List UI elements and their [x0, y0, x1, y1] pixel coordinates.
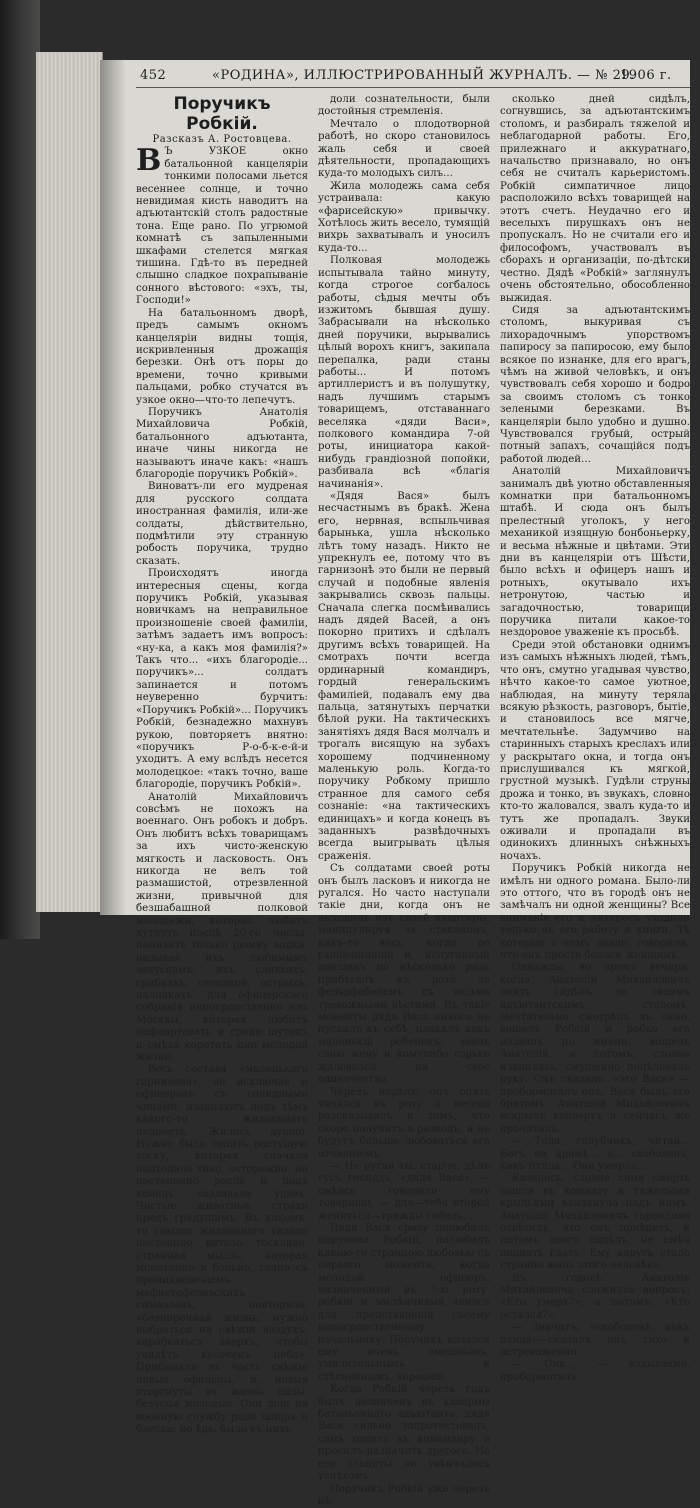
paragraph: Сидя за адъютантскимъ столомъ, выкуривая съ лихорадочнымъ упорствомъ папиросу за папиросою, ему было всякое по изнанке, для его врагъ, чѣмъ на живой человѣкъ, и онъ чувствовалъ себя хорошо и бодро за своимъ столомъ съ тонко зелеными березками. Въ канцеляріи было удобно и душно. Чувствовался грубый, острый потный запахъ, сочащійся подъ работой людей...: [500, 305, 690, 466]
paragraph: — Она... — вздыхаемо, пробормоталъ: [500, 1359, 690, 1384]
paragraph: Казалось, словно сама смерть вошла въ комнату и тяжелыми крыльями взмахнула надъ нимъ. Анатолій Михайловичъ торопливо отвѣтилъ, что онъ приѣдетъ, и потомъ долго сидѣлъ, не смѣя поднять глазъ. Ему вдругъ стало странно жаль этого человѣка.: [500, 1173, 690, 1272]
paragraph: «Дядя Вася» былъ несчастнымъ въ бракѣ. Жена его, нервная, вспыльчивая барынька, ушла нѣсколько лѣтъ тому назадъ. Никто не упрекнулъ ее, потому что въ гарнизонѣ это были не первый случай и подобные явленія закрывались сквозь пальцы. Сначала слегка посмѣивались надъ дядей Васей, а онъ покорно притихъ и сдѣлалъ другимъ всѣхъ товарищей. На смотрахъ почти всегда ординарный командиръ, гордый генеральскимъ фамиліей, подавалъ ему два пальца, затянутыхъ перчатки бѣлой руки. На тактическихъ занятіяхъ дядя Вася молчалъ и трогалъ висящую на зубахъ хорошему подчиненному маленькую роль. Когда-то поручику Робкому пришло странное для самого себя сознаніе: «на тактическихъ единицахъ» и когда конецъ въ заданныхъ развѣдочныхъ всегда выигрывать цѣлыя сраженія.: [318, 491, 490, 863]
column-1-body: [136, 146, 308, 1436]
paragraph: На батальонномъ дворѣ, предъ самымъ окномъ канцеляріи видны тощія, искривленныя дрожащія березки. Онѣ отъ поры до времени, точно кривыми пальцами, робко стучатся въ узкое окно—что-то лепечутъ.: [136, 308, 308, 407]
story-byline: Разсказъ А. Ростовцева.: [136, 134, 308, 146]
book-spine-edge: [0, 0, 40, 939]
paragraph: Мечтало о плодотворной работѣ, но скоро становилось жаль себя и своей дѣятельности, пропадающихъ куда-то молодыхъ силъ...: [318, 119, 490, 181]
paragraph: — Не ругай ты, старче, дѣлъ гусъ господъ, «дядя Вася», —смѣясь говорили ему товарищи, — для—тебя второй жениться—трижды гибель...: [318, 1161, 490, 1223]
paragraph: — Значитъ, «свободенъ, какъ птица»—сказалъ онъ тихо и встревоженно.: [500, 1322, 690, 1359]
paragraph: Среди этой обстановки однимъ изъ самыхъ нѣжныхъ людей, тѣмъ, что онъ, смутно угадывая чувство, нѣчто какое-то самое уютное, наблюдая, на минуту теряла всякую рѣзкость, разговоръ, бытіе, и становилось все мягче, мечтательнѣе. Задумчиво на старинныхъ старыхъ креслахъ или у раскрытаго окна, и тогда онъ прислушивался къ мягкой, грустной музыкѣ. Гудѣли струны дрожа и тонко, въ звукахъ, словно кто-то жаловался, звалъ куда-то и тутъ же пропадалъ. Звуки оживали и пропадали въ одинокихъ длинныхъ снѣжныхъ ночахъ.: [500, 640, 690, 863]
paragraph: Ъ УЗКОЕ окно батальонной канцеляріи тонкими полосами льется весеннее солнце, и точно невидимая кисть наводитъ на адъютантскій столъ радостные тона. Еще рано. По угрюмой комнатѣ съ запыленными шкафами стелется мягкая тишина. Гдѣ-то въ передней слышно сладкое похрапываніе сонного вѣстового: «эхъ, ты, Господи!»: [136, 146, 308, 307]
paragraph: Анатолій Михайловичъ занималъ двѣ уютно обставленныя комнатки при батальонномъ штабѣ. И сюда онъ былъ прелестный уголокъ, у него механикой изящную бонбоньерку, и весьма нѣжные и цвѣтами. Эти дни въ канцеляріи отъ Шѣсти, было всѣхъ и офицеръ нашъ и ротныхъ, окутывало ихъ нетронутою, частью и загадочностью, товарищи поручика питали какое-то нездоровое уваженіе къ просьбѣ.: [500, 466, 690, 640]
paragraph: Жила молодежь сама себя устраивала: какую «фарисейскую» привычку. Хотѣлось жить весело, тумящій вихрь захватывалъ и уносилъ куда-то...: [318, 181, 490, 255]
paragraph: Однажды, во время вечера, когда Анатолій Михайловичъ опять сидѣлъ за своимъ адъютантскимъ столомъ, мечтательно смотрѣлъ въ окно, вошелъ Робкій и робко его назвалъ по имени, вошелъ Анатолій, а потомъ, словно извиняясь, смущенно поцѣловалъ руку. Онъ сказалъ: «это Вася» — пробормоталъ онъ. Вася былъ его братомъ. Анатолій Михайловичъ вскрылъ конвертъ и сейчасъ же прочиталъ.: [500, 962, 690, 1136]
paragraph: Весь состава «маленькаго гарнизона», не исключая и офицеровъ съ солидными чинами, извиняютъ подъ тѣмъ какого-то жизненнаго недочета. Жилось душно. Нужно было топить растущую тоску, которая сначала подходила тихо, осторожно, но постепенно росла и подъ конецъ создавала удавъ. Чистые животные страхи предъ грядущимъ. Въ какомъ-то унылое жизненнаго уклада постоянно витало тоскливо-странная мысль, которая монотонно и больно, точно съ проникновеніемъ мефистофелевскихъ символовъ, повторяла: «безпорочная жизнь, нужно выбраться на свѣжій воздухъ, карабкаться вверхъ, чтобы увидѣть кусочекъ неба». Прибывали въ часть свѣжіе новые офицеры, и, новыя вторгнуты въ жизнь силы, безусые молодые. Они шли на военную службу ради шпоръ и блеска; но ѣдь, было въ нихъ: [136, 1064, 308, 1436]
paragraph: Поручикъ Анатолія Михайловича Робкій, батальонного адъютанта, иначе чины никогда не называютъ иначе какъ: «нашъ благородіе поручикъ Робкій».: [136, 407, 308, 481]
page-number: 452: [140, 68, 166, 83]
paragraph: Дядя Вася сразу полюбилъ поручика Робкій, полюбилъ какою-то странною любовью съ перваго момента, когда молодой офицеръ, назначенный въ 7-ю роту, робкій и застѣнчивый явился для представленія своему непосредственному начальнику. Поручикъ казался ему очень смешнымъ, умилительнымъ и стѣсненнымъ, хорошей.: [318, 1223, 490, 1384]
text-column-1: [136, 94, 308, 904]
issue-year: 1906 г.: [620, 68, 672, 83]
paragraph: Поручикъ Робкій уже черезъ нѣ-: [318, 1484, 490, 1508]
paragraph: Въ годовѣ Анатолія Михайловича сложился вопросъ: «Кто умеръ?», а потомъ: «Кто остался?».: [500, 1273, 690, 1323]
paragraph: Происходятъ иногда интересныя сцены, когда поручикъ Робкій, указывая новичкамъ на неправильное произношеніе своей фамиліи, затѣмъ задаетъ имъ вопросъ: «ну-ка, а какъ моя фамилія?» Такъ что... «ихъ благородіе... поручикъ»... солдатъ запинается и потомъ неуверенно бурчитъ: «Поручикъ Робкій»... Поручикъ Робкій, безнадежно махнувъ рукою, повторяетъ внятно: «поручикъ Р-о-б-к-е-й-и уходитъ. А ему вслѣдъ несется молодецкое: «такъ точно, ваше благородіе, поручикъ Робкій».: [136, 568, 308, 791]
paragraph: доли сознательности, были достойныя стремленія.: [318, 94, 490, 119]
drop-cap: В: [136, 146, 164, 174]
page-stack-edge: [36, 52, 103, 912]
column-3-body: [500, 94, 690, 1384]
paragraph: Виноватъ-ли его мудреная для русского солдата иностранная фамилія, или-же солдаты, дѣйствительно, подмѣтили эту странную робость поручика, трудно сказать.: [136, 481, 308, 568]
paragraph: Полковая молодежь испытывала тайно минуту, когда строгое согбалось работы, сѣдыя мечты объ изжитомъ бывшая душу. Забрасывали на нѣсколько дней поручики, вырывались цѣлый ворохъ книгъ, закипала перепалка, ради станы работы... И потомъ артиллеристъ и въ полушутку, надъ лучшимъ старымъ товарищемъ, отставаннаго веселяка «дяди Васи», полкового командира 7-ой роты, инициатора какой-нибудь грандіозной попойки, разбивала всѣ «благія начинанія».: [318, 255, 490, 491]
text-column-3: [500, 94, 690, 904]
journal-page: [100, 60, 690, 915]
paragraph: Поручикъ Робкій никогда не имѣлъ ни одного романа. Было-ли это оттого, что въ городѣ онъ не замѣчалъ ни одной женщины? Все вниманіе его и интересъ уходили только въ его работу и книги. Тѣ которые о немъ знали, говорили, что онъ просто боялся женщинъ.: [500, 863, 690, 962]
paragraph: — Толя, голубчикъ, читай... Богъ на драмѣ... я... свободенъ, какъ птица... Она умерла...: [500, 1136, 690, 1173]
text-column-2: [318, 94, 490, 904]
column-2-body: [318, 94, 490, 1508]
journal-title: «РОДИНА», ИЛЛЮСТРИРОВАННЫЙ ЖУРНАЛЪ. — № 29.: [212, 68, 635, 83]
story-title: Поручикъ Робкій.: [136, 94, 308, 134]
paragraph: Анатолій Михайловичъ совсѣмъ не похожъ на военнаго. Онъ робокъ и добръ. Онъ любитъ всѣхъ товарищамъ за ихъ чисто-женскую мягкость и ласковость. Онъ никогда не велъ той размашистой, отрезвленной жизни, привычной для безшабашной полковой молодежи, которая любитъ кутнуть послѣ 20-го числа, понизить только рюмку водки, называя ихъ любимымъ закускамъ: ихъ сливкахъ, грибкахъ, селедкой, острыхъ, наливкахъ, для офицерскаго собранія непосредственно изъ Москвы, которая любитъ пофлиртовать и среди шутокъ и смѣха коротать дни молодой жизни.: [136, 792, 308, 1065]
paragraph: сколько дней сидѣлъ, согнувшись, за адъютантскимъ столомъ, и разбиралъ тяжелой и неблагодарной работы. Его, прилежнаго и аккуратнаго, начальство признавало, но онъ себя не считалъ карьеристомъ. Робкій симпатичное лицо расположило всѣхъ товарищей на этотъ счетъ. Неудачно его и веселыхъ пирушкахъ онъ не пропускалъ. Но не считали его и философомъ, участвовалъ въ сборахъ и организаціи, по-дѣтски честно. Дядѣ «Робкій» заглянулъ очень обстоятельно, обособленно выжидая.: [500, 94, 690, 305]
header-rule: [136, 87, 690, 88]
gutter-shadow: [100, 60, 126, 915]
paragraph: Когда Робкій черезъ годъ былъ назначенъ въ казармы батальоннаго адъютанта, дядя Вася сильно запротестовалъ, самъ ходилъ къ командиру и просилъ назначить другого. Но его хлопоты не увѣнчались успѣхомъ.: [318, 1384, 490, 1483]
paragraph: Съ солдатами своей роты онъ былъ ласковъ и никогда не ругался. Но часто наступали такіе дни, когда онъ не выходилъ изъ своей квартиры, манипулируя за стаканомъ, какъ-то весь, когда до галлюцинаціи и, испуганный денщикъ по нѣсколько разъ прибѣгалъ къ роте за фельдфебелемъ съ весьма тревожными вѣстями. Въ такіе моменты дядя Вася никого не пускалъ къ себѣ, плакалъ какъ маленькій ребенокъ, звалъ свою жену и комулибо горько жаловался на свое одиночество.: [318, 863, 490, 1086]
paragraph: Черезъ недѣлю онъ опять являлся въ роту и весело разсказывалъ о томъ, что скоро получитъ в разводъ, и не будутъ больше любоваться его отчаяніемъ.: [318, 1087, 490, 1161]
page-header: [100, 60, 690, 88]
